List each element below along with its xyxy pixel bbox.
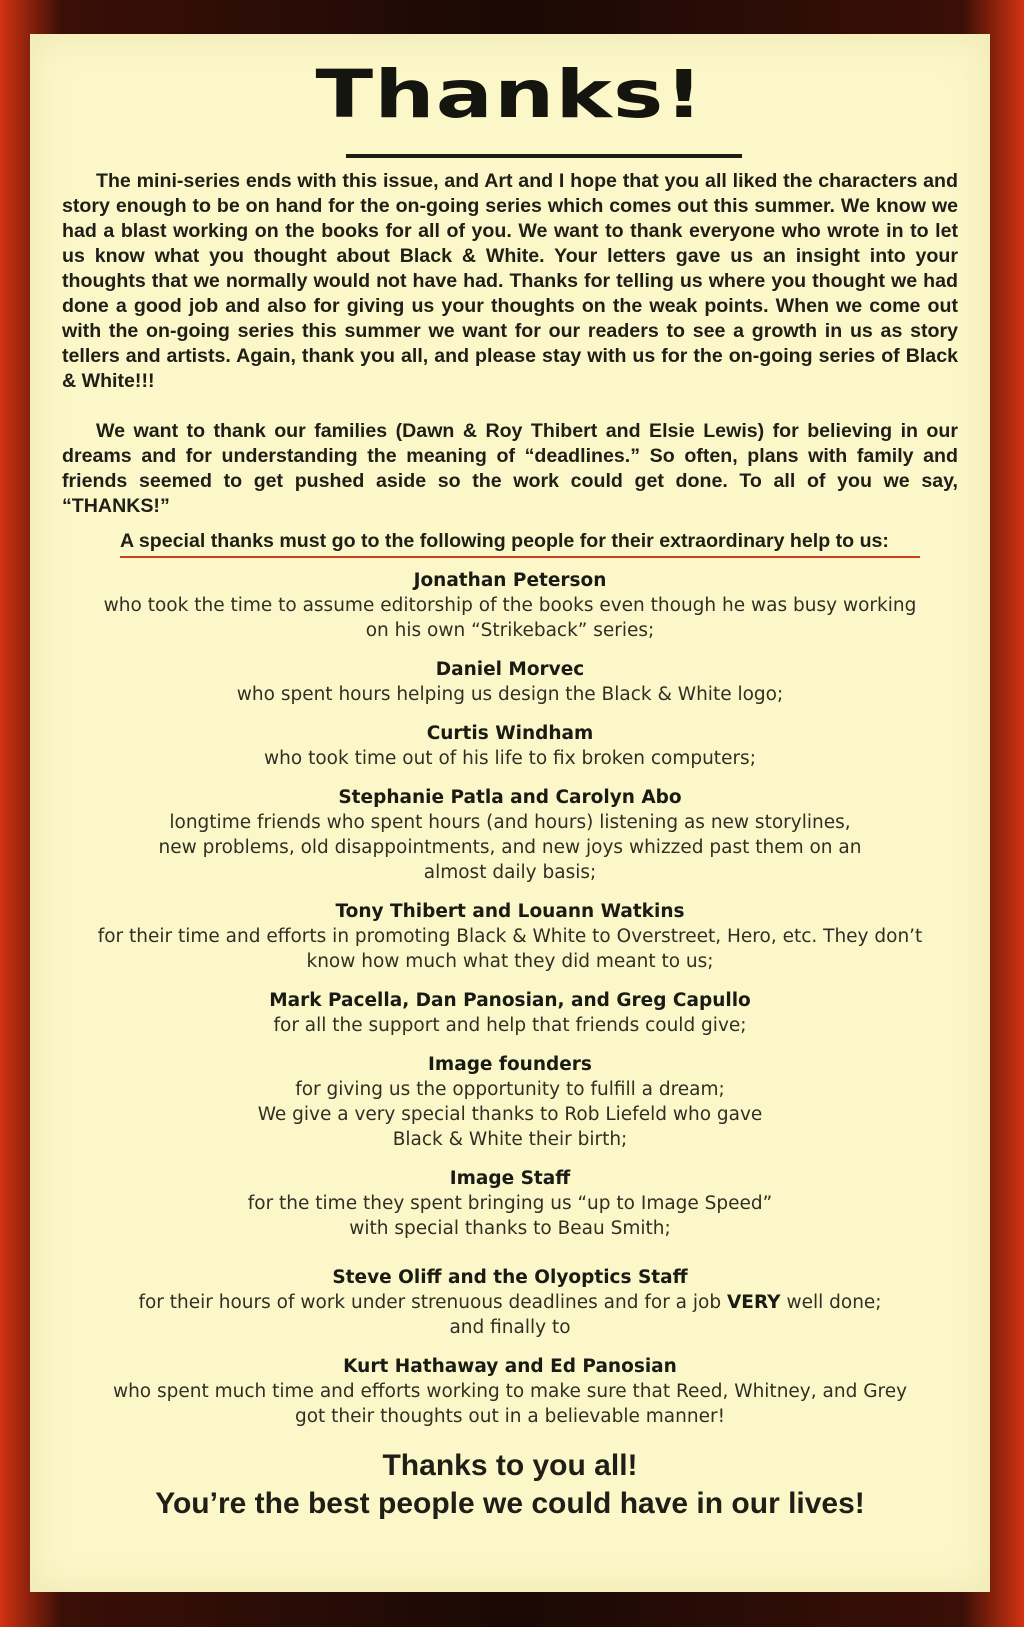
page-title: Thanks!	[315, 56, 705, 133]
credit-name: Kurt Hathaway and Ed Panosian	[343, 1356, 677, 1377]
credit-item	[62, 1166, 958, 1241]
credit-name: Tony Thibert and Louann Watkins	[335, 901, 685, 922]
intro-paragraph-1: The mini-series ends with this issue, and Art and I hope that you all liked the characters and story enough to be on hand for the on-going series which comes out this summer. We know we had a blast working on the books for all of you. We want to thank everyone who wrote in to let us know what you thought about Black & White. Your letters gave us an insight into your thoughts that we normally would not have had. Thanks for telling us where you thought we had done a good job and also for giving us your thoughts on the weak points. When we come out with the on-going series this summer we want for our readers to see a growth in us as story tellers and artists. Again, thank you all, and please stay with us for the on-going series of Black & White!!!	[62, 170, 958, 392]
credit-description: who took the time to assume editorship of the books even though he was busy working on his own “Strikeback” series;	[103, 595, 917, 641]
credit-description: who took time out of his life to fix broken computers;	[264, 748, 756, 769]
credit-item	[62, 568, 958, 643]
title-block	[62, 54, 958, 169]
credit-item	[62, 785, 958, 885]
credit-description: who spent much time and efforts working to make sure that Reed, Whitney, and Grey got their thoughts out in a believable manner!	[112, 1381, 908, 1427]
credit-description-end: well done; and finally to	[449, 1292, 882, 1338]
credit-item	[62, 1052, 958, 1152]
credit-name: Steve Oliff and the Olyoptics Staff	[332, 1267, 688, 1288]
credit-name: Jonathan Peterson	[413, 570, 607, 591]
closing-line-2: You’re the best people we could have in our lives!	[155, 1487, 865, 1520]
credit-description: for giving us the opportunity to fulfill a dream; We give a very special thanks to Rob Liefeld who gave Black & White their birth;	[257, 1079, 763, 1150]
credit-item	[62, 899, 958, 974]
letter-page	[30, 34, 990, 1592]
title-underline	[346, 154, 742, 158]
credit-name: Mark Pacella, Dan Panosian, and Greg Capullo	[269, 990, 751, 1011]
closing-message	[62, 1447, 958, 1523]
credit-name: Image founders	[428, 1054, 592, 1075]
intro-paragraph-2: We want to thank our families (Dawn & Roy Thibert and Elsie Lewis) for believing in our dreams and for understanding the meaning of “deadlines.” So often, plans with family and friends seemed to get pushed aside so the work could get done. To all of you we say, “THANKS!”	[62, 420, 958, 517]
credit-description: for all the support and help that friends could give;	[273, 1015, 747, 1036]
credit-item	[62, 1265, 958, 1340]
credit-description-emphasis: VERY	[726, 1292, 781, 1313]
special-thanks-rule	[120, 556, 920, 558]
credit-description: who spent hours helping us design the Black & White logo;	[236, 684, 784, 705]
credits-list	[62, 568, 958, 1429]
credit-description: for the time they spent bringing us “up to Image Speed” with special thanks to Beau Smith;	[247, 1193, 773, 1239]
credit-name: Stephanie Patla and Carolyn Abo	[338, 787, 682, 808]
credit-name: Image Staff	[449, 1168, 571, 1189]
credit-description: longtime friends who spent hours (and hours) listening as new storylines, new problems, old disappointments, and new joys whizzed past them on an almost daily basis;	[158, 812, 862, 883]
credit-item	[62, 721, 958, 771]
closing-line-1: Thanks to you all!	[382, 1449, 638, 1482]
credit-description	[62, 1290, 958, 1340]
credit-name: Curtis Windham	[426, 723, 594, 744]
credit-item	[62, 988, 958, 1038]
credit-description: for their time and efforts in promoting Black & White to Overstreet, Hero, etc. They don’t know how much what they did meant to us;	[97, 926, 923, 972]
credit-name: Daniel Morvec	[435, 659, 585, 680]
special-thanks-heading: A special thanks must go to the following people for their extraordinary help to us:	[120, 530, 889, 552]
credit-item	[62, 1354, 958, 1429]
credit-description-start: for their hours of work under strenuous deadlines and for a job	[138, 1292, 727, 1313]
credit-item	[62, 657, 958, 707]
